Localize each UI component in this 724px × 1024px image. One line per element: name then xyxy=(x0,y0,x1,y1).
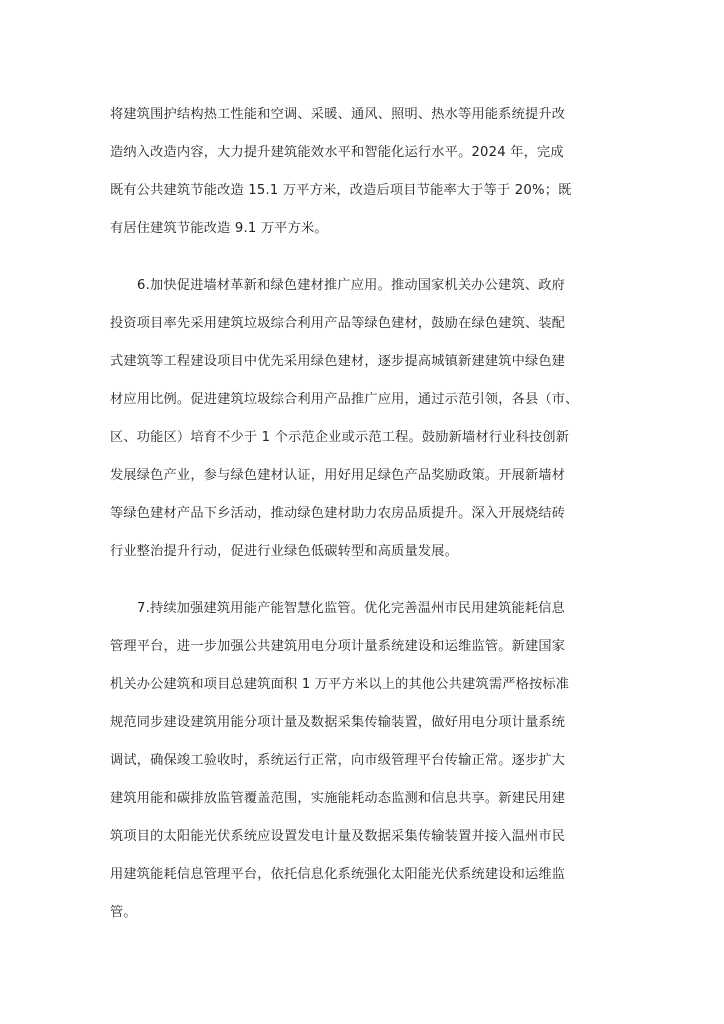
paragraph-2-line-3: 式建筑等工程建设项目中优先采用绿色建材，逐步提高城镇新建建筑中绿色建 xyxy=(110,354,566,369)
paragraph-1-line-1: 将建筑围护结构热工性能和空调、采暖、通风、照明、热水等用能系统提升改 xyxy=(110,107,566,122)
paragraph-2-line-1: 6.加快促进墙材革新和绿色建材推广应用。推动国家机关办公建筑、政府 xyxy=(137,278,565,293)
paragraph-2-line-8: 行业整治提升行动，促进行业绿色低碳转型和高质量发展。 xyxy=(110,544,459,559)
paragraph-1-line-4: 有居住建筑节能改造 9.1 万平方米。 xyxy=(110,221,328,236)
paragraph-3-line-9: 管。 xyxy=(110,905,137,920)
paragraph-2-line-6: 发展绿色产业，参与绿色建材认证，用好用足绿色产品奖励政策。开展新墙材 xyxy=(110,468,566,483)
paragraph-2-line-5: 区、功能区）培育不少于 1 个示范企业或示范工程。鼓励新墙材行业科技创新 xyxy=(110,430,570,445)
paragraph-1-line-2: 造纳入改造内容，大力提升建筑能效水平和智能化运行水平。2024 年，完成 xyxy=(110,145,564,160)
paragraph-1-line-3: 既有公共建筑节能改造 15.1 万平方米，改造后项目节能率大于等于 20%；既 xyxy=(110,183,572,198)
paragraph-3-line-6: 建筑用能和碳排放监管覆盖范围，实施能耗动态监测和信息共享。新建民用建 xyxy=(110,791,566,806)
paragraph-3-line-7: 筑项目的太阳能光伏系统应设置发电计量及数据采集传输装置并接入温州市民 xyxy=(110,829,566,844)
paragraph-2-line-2: 投资项目率先采用建筑垃圾综合利用产品等绿色建材，鼓励在绿色建筑、装配 xyxy=(110,316,566,331)
paragraph-3-line-2: 管理平台，进一步加强公共建筑用电分项计量系统建设和运维监管。新建国家 xyxy=(110,639,566,654)
paragraph-3-line-3: 机关办公建筑和项目总建筑面积 1 万平方米以上的其他公共建筑需严格按标准 xyxy=(110,677,570,692)
paragraph-2-line-4: 材应用比例。促进建筑垃圾综合利用产品推广应用，通过示范引领，各县（市、 xyxy=(110,392,579,407)
paragraph-3-line-1: 7.持续加强建筑用能产能智慧化监管。优化完善温州市民用建筑能耗信息 xyxy=(137,601,565,616)
paragraph-3-line-4: 规范同步建设建筑用能分项计量及数据采集传输装置，做好用电分项计量系统 xyxy=(110,715,566,730)
paragraph-3-line-5: 调试，确保竣工验收时，系统运行正常，向市级管理平台传输正常。逐步扩大 xyxy=(110,753,566,768)
paragraph-2-line-7: 等绿色建材产品下乡活动，推动绿色建材助力农房品质提升。深入开展烧结砖 xyxy=(110,506,566,521)
paragraph-3-line-8: 用建筑能耗信息管理平台，依托信息化系统强化太阳能光伏系统建设和运维监 xyxy=(110,867,566,882)
